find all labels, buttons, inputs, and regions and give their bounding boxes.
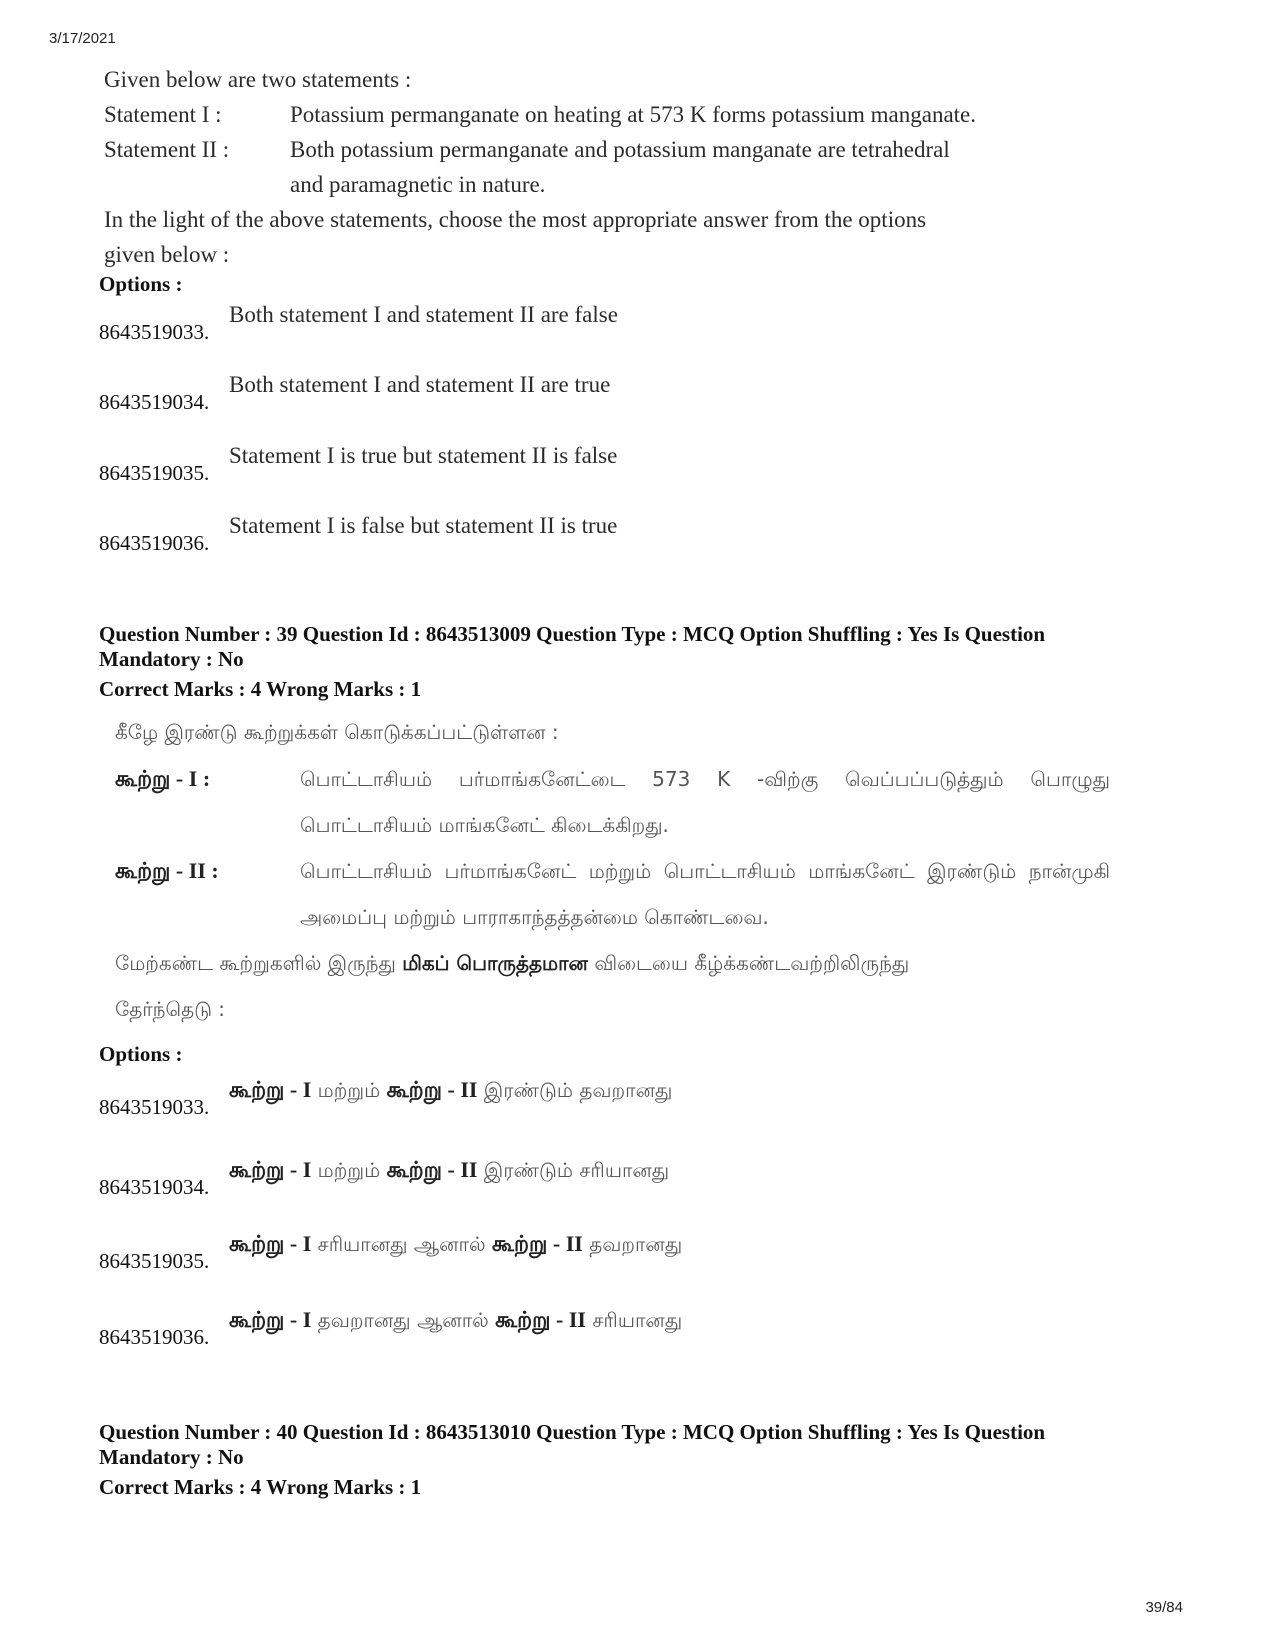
statement-1-text: Potassium permanganate on heating at 573 K forms potassium manganate.	[290, 102, 977, 127]
statement-2	[104, 132, 1104, 167]
statement-ref: கூற்று - II	[495, 1307, 586, 1332]
statement-1-text: பொட்டாசியம் பர்மாங்கனேட்டை 573 K -விற்கு வெப்பப்படுத்தும் பொழுது பொட்டாசியம் மாங்கனேட் கிடைக்கிறது.	[300, 767, 1110, 837]
statement-2-text-cont: and paramagnetic in nature.	[290, 172, 546, 197]
option-verdict: சரியானது	[586, 1308, 683, 1332]
statement-2-text: பொட்டாசியம் பர்மாங்கனேட் மற்றும் பொட்டாசியம் மாங்கனேட் இரண்டும் நான்முகி அமைப்பு மற்றும் பாராகாந்தத்தன்மை கொண்டவை.	[300, 859, 1110, 929]
question-meta-line: Mandatory : No	[99, 1445, 244, 1469]
option-text: Statement I is false but statement II is true	[229, 513, 618, 538]
statement-2-label: கூற்று - II :	[115, 858, 219, 883]
option-id: 8643519033.	[99, 320, 210, 344]
option-row[interactable]	[99, 1231, 682, 1274]
question-instruction: In the light of the above statements, choose the most appropriate answer from the options	[104, 207, 927, 232]
page-number: 39/84	[1145, 1599, 1183, 1616]
option-row[interactable]	[99, 372, 610, 415]
option-row[interactable]	[99, 443, 617, 486]
option-id: 8643519033.	[99, 1095, 210, 1119]
option-row[interactable]	[99, 1307, 682, 1350]
option-id: 8643519036.	[99, 1325, 210, 1349]
statement-1	[115, 756, 1110, 848]
option-id: 8643519036.	[99, 531, 210, 555]
statement-ref: கூற்று - II	[491, 1231, 583, 1256]
instruction-emphasis: மிகப் பொருத்தமான	[402, 951, 588, 975]
print-date: 3/17/2021	[49, 30, 116, 47]
option-text: Statement I is true but statement II is false	[229, 443, 618, 468]
question-38-body	[104, 62, 1104, 272]
statement-1-label: Statement I :	[104, 102, 222, 127]
statement-2-text: Both potassium permanganate and potassium manganate are tetrahedral	[290, 137, 950, 162]
option-id: 8643519035.	[99, 1249, 210, 1273]
question-instruction-cont: தேர்ந்தெடு :	[115, 997, 226, 1021]
statement-ref: கூற்று - I	[229, 1077, 312, 1102]
option-text	[229, 1157, 669, 1186]
statement-ref: கூற்று - I	[229, 1231, 312, 1256]
option-connector: தவறானது ஆனால்	[311, 1308, 496, 1332]
question-intro: Given below are two statements :	[104, 67, 412, 92]
option-verdict: தவறானது	[582, 1232, 683, 1256]
question-meta-line: Mandatory : No	[99, 647, 244, 671]
statement-ref: கூற்று - I	[229, 1157, 312, 1182]
option-row[interactable]	[99, 302, 618, 345]
question-39-meta	[99, 622, 1149, 702]
option-connector: மற்றும்	[311, 1158, 387, 1182]
option-connector: மற்றும்	[311, 1078, 387, 1102]
option-text	[229, 1077, 672, 1106]
option-id: 8643519034.	[99, 390, 210, 414]
question-instruction	[115, 940, 1110, 986]
question-meta-line: Question Number : 39 Question Id : 8643513009 Question Type : MCQ Option Shuffling : Yes Is Question	[99, 622, 1046, 646]
question-40-meta	[99, 1420, 1149, 1500]
statement-2	[115, 848, 1110, 940]
option-id: 8643519034.	[99, 1175, 210, 1199]
question-instruction-cont: given below :	[104, 242, 230, 267]
statement-1-label: கூற்று - I :	[115, 766, 211, 791]
option-text: Both statement I and statement II are false	[229, 302, 618, 327]
statement-1	[104, 97, 1104, 132]
statement-ref: கூற்று - II	[386, 1157, 478, 1182]
instruction-part: விடையை கீழ்க்கண்டவற்றிலிருந்து	[587, 951, 910, 975]
option-verdict: இரண்டும் தவறானது	[477, 1078, 673, 1102]
option-text: Both statement I and statement II are true	[229, 372, 611, 397]
question-39-body	[115, 716, 1110, 1032]
option-text	[229, 1307, 682, 1336]
option-id: 8643519035.	[99, 461, 210, 485]
statement-2-label: Statement II :	[104, 137, 230, 162]
option-row[interactable]	[99, 1077, 672, 1120]
statement-ref: கூற்று - I	[229, 1307, 312, 1332]
statement-ref: கூற்று - II	[386, 1077, 478, 1102]
options-label: Options :	[99, 1042, 183, 1066]
option-row[interactable]	[99, 513, 617, 556]
instruction-part: மேற்கண்ட கூற்றுகளில் இருந்து	[115, 951, 403, 975]
question-marks: Correct Marks : 4 Wrong Marks : 1	[99, 677, 422, 701]
question-marks: Correct Marks : 4 Wrong Marks : 1	[99, 1475, 422, 1499]
option-verdict: இரண்டும் சரியானது	[477, 1158, 670, 1182]
option-connector: சரியானது ஆனால்	[311, 1232, 492, 1256]
question-intro: கீழே இரண்டு கூற்றுக்கள் கொடுக்கப்பட்டுள்ளன :	[115, 720, 559, 744]
option-text	[229, 1231, 682, 1260]
question-meta-line: Question Number : 40 Question Id : 8643513010 Question Type : MCQ Option Shuffling : Yes Is Question	[99, 1420, 1046, 1444]
option-row[interactable]	[99, 1157, 669, 1200]
options-label: Options :	[99, 272, 183, 296]
